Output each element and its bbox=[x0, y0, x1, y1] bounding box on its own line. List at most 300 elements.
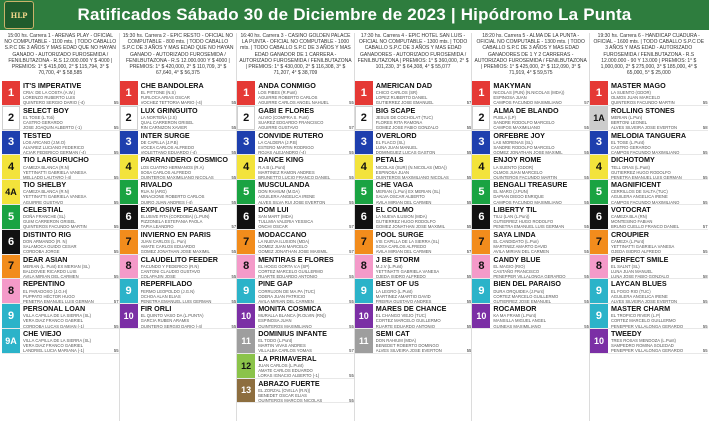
jockey-line bbox=[23, 224, 119, 228]
saddle-number: 11 bbox=[355, 329, 373, 353]
entry-details bbox=[255, 379, 354, 403]
breeder-line: LA SUENTO (GDOR) bbox=[493, 164, 534, 170]
jockey-name: LUNA JOSE FABIO GONZALO bbox=[610, 273, 670, 279]
entry-details bbox=[373, 255, 472, 279]
breeder-line: TILU (LAN (L.Pun)) bbox=[493, 214, 530, 220]
entry-row bbox=[472, 155, 589, 180]
weight-kg: 55 bbox=[113, 100, 119, 105]
jockey-line bbox=[23, 348, 119, 352]
jockey-name: PENETRA EMANUEL LUIS GERMAN bbox=[493, 224, 565, 229]
jockey-name: ACIAR FEDERICO GERMAN (-4) bbox=[23, 149, 86, 155]
saddle-number: 5 bbox=[237, 180, 255, 204]
jockey-name: JOSE JOAQUIN ALBERTO (-1) bbox=[23, 125, 82, 130]
trainer-line: LORENZO RUBERTO LUIS bbox=[23, 95, 76, 101]
trainer-line: BERTONI LEONEL bbox=[610, 120, 648, 126]
breeder-line: TRES ROSAS MENDOZA (L.Punt) bbox=[610, 338, 676, 344]
jockey-line bbox=[611, 150, 708, 154]
jockey-name: GOMEZ JOSE FABIO GONZALO bbox=[375, 125, 439, 130]
saddle-number: 6 bbox=[120, 205, 138, 229]
saddle-number: 3 bbox=[2, 131, 20, 155]
entry-details bbox=[490, 230, 589, 254]
breeder-line: CRIA: DE LA COSTA (A.W.) bbox=[23, 90, 76, 96]
trainer-line: YETTINATTI GABRIELA VANESA bbox=[610, 244, 675, 250]
breeder-line: DON RAHIUM (MDA) bbox=[375, 338, 417, 344]
race-info: 19:30 hs. Carrera 6 - HANDICAP CUADURA - OFICIAL - 1600 mts. | TODO CABALLO S.P.C DE 3 AÑOS Y MAS EDAD - AUTORIZADO FUROSEMIDA / FENILBUTAZONA - R.S 12.000.000 - 90 Y 13.000 | PREMIOS: 1° $ 1,000,000, 2° $ 275,000, 3° $ 185,000, 4° $ 65,000, 5° $ 25,000 bbox=[593, 33, 705, 77]
jockey-name: ALVES SILVA RUI JOSE EVERTON bbox=[258, 199, 326, 204]
weight-kg: 55 bbox=[231, 199, 237, 204]
trainer-line: OLMOS JUAN MARCELO bbox=[610, 95, 661, 101]
weight-kg: 57 bbox=[231, 224, 237, 229]
horse-name: DICHOTOMY bbox=[610, 156, 655, 165]
saddle-number: 6 bbox=[472, 205, 490, 229]
jockey-line bbox=[258, 125, 354, 129]
breeder-line: SAN MART (MDA) bbox=[258, 214, 293, 220]
entry-row bbox=[2, 329, 119, 354]
entry-row bbox=[237, 81, 354, 106]
saddle-number: 1 bbox=[590, 81, 608, 105]
jockey-name: OJEDA ISIDRO ALFREDO bbox=[375, 273, 426, 279]
breeder-line: NICOLAS (SUR) (N.NICOLAS (MDA)) bbox=[375, 164, 447, 170]
entry-details bbox=[608, 230, 708, 254]
saddle-number: 8 bbox=[120, 255, 138, 279]
jockey-line bbox=[493, 274, 589, 278]
entry-details bbox=[490, 180, 589, 204]
jockey-name: GOMEZ JONATHAN JOSE MAXIMIL bbox=[258, 249, 328, 254]
jockey-name: QUINTEROS FACUNDO MARTIN bbox=[610, 100, 675, 105]
weight-kg: 55 bbox=[702, 149, 708, 155]
jockey-name: AVILA MIRIAN DEL CARMEN bbox=[23, 273, 79, 279]
entry-details bbox=[608, 279, 708, 303]
weight-kg: 55 bbox=[231, 273, 237, 279]
trainer-line: ALVAREZ LUCIANO FEDERICO bbox=[23, 144, 85, 150]
entry-details bbox=[255, 230, 354, 254]
horse-name: VOTOCRAT bbox=[610, 205, 651, 214]
jockey-line bbox=[611, 274, 708, 278]
weight-kg: 55 bbox=[466, 323, 472, 328]
breeder-line: MURALLA BLANCA (R.OLVIN (RN)) bbox=[258, 313, 326, 319]
jockey-line bbox=[493, 200, 589, 204]
trainer-line: MONTESINO FABIAN bbox=[610, 219, 653, 225]
saddle-number: 9 bbox=[237, 279, 255, 303]
horse-name: DOM LUI bbox=[258, 205, 289, 214]
breeder-line: EL SALNT (SL) bbox=[610, 263, 640, 269]
jockey-line bbox=[141, 175, 237, 179]
saddle-number: 7 bbox=[590, 230, 608, 254]
breeder-line: DON RAHIUM (M.DA) bbox=[258, 189, 300, 195]
trainer-line: VERA DIAZ FRANCO GABRIEL bbox=[23, 343, 84, 349]
saddle-number: 9 bbox=[355, 279, 373, 303]
breeder-line: LOS CUATRO HERMANOS (R.A) bbox=[140, 164, 204, 170]
entry-details bbox=[138, 230, 237, 254]
entry-details bbox=[20, 329, 119, 353]
race-column bbox=[472, 33, 590, 421]
entry-row bbox=[355, 131, 472, 156]
jockey-line bbox=[376, 348, 472, 352]
trainer-line: CORTEZ MARCELO GUILLERMO bbox=[610, 318, 676, 324]
trainer-line: AMATE CARLOS EDUARDO bbox=[140, 244, 196, 250]
jockey-line bbox=[258, 398, 354, 402]
entry-details bbox=[138, 131, 237, 155]
entry-details bbox=[490, 131, 589, 155]
saddle-number: 8 bbox=[2, 279, 20, 303]
saddle-number: 4 bbox=[120, 155, 138, 179]
weight-kg: 55 bbox=[231, 149, 237, 155]
entry-row bbox=[472, 230, 589, 255]
saddle-number: 3 bbox=[472, 131, 490, 155]
entry-row bbox=[120, 304, 237, 329]
trainer-line: BALDOVEE RICARDO LUIS bbox=[23, 268, 77, 274]
trainer-line: SOSA CARLOS ALFREDO bbox=[375, 244, 427, 250]
breeder-line: LA CALDERA (J.P.B) bbox=[258, 139, 298, 145]
horse-name: PERSONAL LOAN bbox=[23, 305, 86, 314]
jockey-name: QUINTEROS MARCOS NICOLAS bbox=[258, 397, 323, 403]
trainer-line: CORTEZ MARCELO GUILLERMO bbox=[375, 318, 441, 324]
trainer-line: MARTIN VIVAS ANDRES bbox=[258, 343, 306, 349]
entry-row bbox=[120, 155, 237, 180]
trainer-line: LUNA JUAN MANUEL bbox=[375, 144, 418, 150]
jockey-name: GOMEZ JONATHAN JOSE MAXIMIL bbox=[493, 149, 563, 155]
breeder-line: CAMEZA (L.Punt) bbox=[610, 238, 645, 244]
jockey-line bbox=[258, 224, 354, 228]
entry-row bbox=[355, 155, 472, 180]
entry-row bbox=[237, 354, 354, 379]
trainer-line: AGUILERA ANGELICA IRENE bbox=[610, 194, 668, 200]
horse-name: PARRANDERO COSMICO bbox=[140, 156, 228, 165]
weight-kg: 55 bbox=[702, 100, 708, 105]
weight-kg: 55 bbox=[702, 174, 708, 180]
entry-details bbox=[255, 106, 354, 130]
entry-details bbox=[490, 106, 589, 130]
saddle-number: 4 bbox=[355, 155, 373, 179]
jockey-name: VOCHEZ TETTORIA MARIO (-4) bbox=[140, 100, 203, 105]
horse-name: LUX GRINGUITO bbox=[140, 106, 198, 115]
jockey-name: RUARTE EDUARDO ANTONIO bbox=[258, 273, 318, 279]
weight-kg: 55 bbox=[349, 323, 354, 328]
entry-details bbox=[255, 329, 354, 353]
entry-row bbox=[237, 131, 354, 156]
jockey-name: QUINTEROS FACUNDO MARTIN bbox=[23, 224, 87, 229]
entry-details bbox=[20, 131, 119, 155]
saddle-number: 8 bbox=[355, 255, 373, 279]
weight-kg: 58 bbox=[702, 125, 708, 130]
jockey-name: TAPIA LEANDRO bbox=[140, 224, 174, 229]
entry-details bbox=[608, 255, 708, 279]
race-info: 15:30 hs. Carrera 2 - EPIC RESTO - OFICIAL NO COMPUTABLE - 800 mts. | TODO CABALLO S.P.C DE 3 AÑOS Y MAS EDAD QUE NO HAYAN GANADO - AUTORIZADO FUROSEMIDA / FENILBUTAZONA - R.S 12.000.000 Y $ 4000 | PREMIOS: 1° $ 420,000, 2° $ 110,709, 3° $ 67,640, 4° $ 56,375 bbox=[122, 33, 234, 77]
horse-name: OVERLORD bbox=[375, 131, 417, 140]
horse-name: ROLLING STONES bbox=[610, 106, 675, 115]
jockey-name: GUTIERREZ JOSE EMANUEL bbox=[375, 100, 434, 105]
jockey-name: AVILA MIRIAN DEL CARMEN bbox=[375, 249, 432, 254]
trainer-line: ESPINOSA JUAN bbox=[493, 95, 527, 101]
saddle-number: 12 bbox=[237, 354, 255, 378]
entry-row bbox=[2, 279, 119, 304]
weight-kg: 55 bbox=[349, 273, 354, 279]
entry-row bbox=[2, 81, 119, 106]
jockey-name: AGUIRRE GUSTAVO bbox=[23, 199, 64, 204]
entry-row bbox=[590, 279, 708, 304]
entry-row bbox=[590, 304, 708, 329]
jockey-line bbox=[611, 348, 708, 352]
trainer-line: GUIM CARRERON GRISEL bbox=[23, 219, 76, 225]
header-bar bbox=[0, 0, 709, 30]
weight-kg: 55 bbox=[584, 273, 589, 279]
entry-row bbox=[2, 205, 119, 230]
entry-row bbox=[237, 255, 354, 280]
jockey-line bbox=[23, 100, 119, 104]
entry-row bbox=[120, 81, 237, 106]
hipodromo-logo bbox=[4, 1, 34, 29]
entry-details bbox=[138, 81, 237, 105]
weight-kg: 55 bbox=[113, 174, 119, 180]
weight-kg: 55 bbox=[349, 149, 354, 155]
horse-name: GABI E FLORES bbox=[258, 106, 315, 115]
weight-kg: 55 bbox=[113, 149, 119, 155]
jockey-name: PENEPPER VILLALONGA GERARDO bbox=[610, 323, 684, 328]
breeder-line: LA NUEVA ILUSION (MDA) bbox=[258, 238, 310, 244]
weight-kg: 57 bbox=[349, 249, 354, 254]
entry-details bbox=[373, 205, 472, 229]
weight-kg: 57 bbox=[466, 249, 472, 254]
horse-name: CHE BANDOLERA bbox=[140, 82, 204, 90]
trainer-line: YETTINATTI GABRIELA VANESA bbox=[23, 169, 87, 175]
entry-details bbox=[20, 230, 119, 254]
entry-details bbox=[138, 304, 237, 328]
breeder-line: LAS MORENAS (SL) bbox=[493, 139, 533, 145]
weight-kg: 55 bbox=[584, 249, 589, 254]
horse-name: TIO SHELBY bbox=[23, 181, 67, 190]
trainer-line: OCHOA ALAN ELIAS bbox=[140, 293, 181, 299]
trainer-line: SALAMOCA GUIDO CESAR bbox=[23, 244, 77, 250]
saddle-number: 10 bbox=[120, 304, 138, 328]
jockey-name: AVILA MIRIAN DEL CARMEN bbox=[258, 298, 314, 304]
weight-kg: 55 bbox=[113, 125, 119, 130]
race-info: 15:00 hs. Carrera 1 - ARENAS PLAY - OFICIAL NO COMPUTABLE - 1100 mts. | TODO CABALLO S.P.C DE 3 AÑOS Y MAS EDAD QUE NO HAYAN GANADO - AUTORIZADO FUROSEMIDA / FENILBUTAZONA - R.S 12.000.000 Y $ 4000 | PREMIOS: 1° $ 415,000, 2° $ 115,794, 3° $ 70,700, 4° $ 58,585 bbox=[4, 33, 117, 77]
entry-row bbox=[120, 255, 237, 280]
jockey-name: AVILA MIRIAN DEL CARMEN bbox=[375, 199, 432, 204]
breeder-line: DURA ORQUIDEA (J.Punt) bbox=[493, 288, 545, 294]
breeder-line: LA NUEVA ILUSION (MDA) bbox=[375, 214, 427, 220]
entry-details bbox=[373, 180, 472, 204]
jockey-name: ONCHI OSCAR bbox=[258, 224, 288, 229]
horse-name: MODACCANO bbox=[258, 230, 307, 239]
entry-row bbox=[355, 230, 472, 255]
jockey-name: RIN CARNIZON XAVIER bbox=[140, 125, 188, 130]
jockey-line bbox=[493, 175, 589, 179]
saddle-number: 5 bbox=[120, 180, 138, 204]
jockey-line bbox=[258, 175, 354, 179]
jockey-name: BRUNO CUELLO FRANCO DANIEL bbox=[610, 224, 680, 229]
jockey-name: CAMPOS MAXIMILIANO bbox=[493, 125, 541, 130]
jockey-line bbox=[258, 299, 354, 303]
entry-details bbox=[255, 81, 354, 105]
jockey-name: MELLADO LAUTARO (-4) bbox=[23, 174, 72, 180]
trainer-line: MINACIONE ROBERTO CARLOS bbox=[140, 194, 205, 200]
horse-name: DEAR ASIAN bbox=[23, 255, 68, 264]
horse-name: REPERFILADO bbox=[140, 280, 193, 289]
saddle-number: 10 bbox=[355, 304, 373, 328]
entry-row bbox=[120, 106, 237, 131]
saddle-number: 8 bbox=[590, 255, 608, 279]
breeder-line: EL TODO (L.Punt) bbox=[258, 338, 293, 344]
jockey-name: QUINTEROS MAXIMILIANO bbox=[258, 323, 312, 328]
trainer-line: AGUILERA ANGELICA IRENE bbox=[610, 293, 668, 299]
saddle-number: 2 bbox=[2, 106, 20, 130]
weight-kg: 55 bbox=[702, 298, 708, 304]
jockey-line bbox=[376, 150, 472, 154]
saddle-number: 2 bbox=[237, 106, 255, 130]
horse-name: CONVIDE RUTERO bbox=[258, 131, 324, 140]
horse-name: BENGALI TREASURE bbox=[493, 181, 568, 190]
jockey-name: PENETRA EMANUEL LUIS GERMAN bbox=[140, 298, 212, 304]
jockey-line bbox=[611, 100, 708, 104]
race-info: 16:40 hs. Carrera 3 - CASINO GOLDEN PALACE LA PUNTA - OFICIAL NO COMPUTABLE - 1000 mts. | TODO CABALLO S.P.C DE 3 AÑOS Y MAS EDAD GANADOR DE 1 CARRERA - AUTORIZADO FUROSEMIDA / FENILBUTAZONA | PREMIOS: 1° $ 430,000, 2° $ 116,308, 3° $ 71,207, 4° $ 38,709 bbox=[239, 33, 352, 77]
breeder-line: EL TROPICO RIVER (L.P) bbox=[610, 313, 661, 319]
horse-name: BIG SCAPE bbox=[375, 106, 416, 115]
horse-name: FIR ORLI bbox=[140, 305, 172, 314]
breeder-line: CAMEZA BLA (RN) bbox=[610, 214, 648, 220]
jockey-name: ROJAS ALEJANDRO (-4) bbox=[258, 149, 306, 155]
jockey-line bbox=[376, 249, 472, 253]
weight-kg: 55 bbox=[231, 125, 237, 130]
horse-name: EL COLMO bbox=[375, 205, 414, 214]
weight-kg: 55 bbox=[231, 100, 237, 105]
jockey-line bbox=[141, 224, 237, 228]
jockey-name: PENEPPER VILLALONGA GERARDO bbox=[610, 348, 684, 353]
trainer-line: GOMEZ JUAN MARCELO bbox=[258, 244, 308, 250]
horse-name: MAKYMAN bbox=[493, 82, 531, 90]
jockey-line bbox=[493, 150, 589, 154]
horse-name: DANCE KING bbox=[258, 156, 304, 165]
jockey-line bbox=[258, 324, 354, 328]
breeder-line: JUAN CARLOS (L.Punt) bbox=[258, 362, 304, 368]
trainer-line: VERA DIAZ FRANCO GABRIEL bbox=[23, 318, 84, 324]
entry-row bbox=[472, 279, 589, 304]
entry-details bbox=[20, 279, 119, 303]
breeder-line: EL TOSE (L.Toti) bbox=[23, 115, 55, 120]
entry-details bbox=[255, 354, 354, 378]
jockey-name: BRUNETTO LUCIO FRANCO DANIEL bbox=[258, 174, 331, 180]
weight-kg: 55 bbox=[466, 125, 472, 130]
entry-details bbox=[255, 304, 354, 328]
breeder-line: CERRILLOS DE SALTA (TUC) bbox=[610, 189, 668, 195]
entry-row bbox=[590, 205, 708, 230]
horse-name: EXPLOSIVE PEASANT bbox=[140, 205, 218, 214]
trainer-line: AMATE CARLOS EDUARDO bbox=[258, 368, 313, 374]
jockey-line bbox=[376, 125, 472, 129]
entry-details bbox=[255, 155, 354, 179]
horse-name: CHE VAGA bbox=[375, 181, 414, 190]
trainer-line: CASTAÑO FRANCISCO bbox=[493, 268, 540, 274]
weight-kg: 55 bbox=[702, 249, 708, 254]
jockey-line bbox=[23, 324, 119, 328]
horse-name: MASTER CHARM bbox=[610, 305, 671, 314]
horse-name: ABRAZO FUERTE bbox=[258, 379, 320, 388]
horse-name: MARES DE CHANCE bbox=[375, 305, 447, 314]
weight-kg: 55 bbox=[231, 174, 237, 180]
weight-kg: 55 bbox=[584, 199, 589, 204]
jockey-line bbox=[376, 200, 472, 204]
horse-name: MAGNIFICENT bbox=[610, 181, 661, 190]
entry-details bbox=[373, 155, 472, 179]
breeder-line: CAMEZA BLANCA (R.N) bbox=[23, 189, 70, 195]
horse-name: CHE VIEJO bbox=[23, 329, 62, 338]
weight-kg: 55 bbox=[466, 199, 472, 204]
weight-kg: 57 bbox=[466, 100, 472, 105]
trainer-line: FURLOCA ARIAS OSCAR bbox=[140, 95, 190, 101]
jockey-line bbox=[493, 100, 589, 104]
jockey-name: COLAPAJIN JOSE bbox=[140, 273, 176, 279]
breeder-line: EL FLACO (SL) bbox=[375, 139, 405, 145]
race-column bbox=[590, 33, 708, 421]
entry-row bbox=[590, 230, 708, 255]
jockey-line bbox=[611, 299, 708, 303]
saddle-number: 6 bbox=[590, 205, 608, 229]
horse-name: RIVALDO bbox=[140, 181, 173, 190]
jockey-line bbox=[493, 224, 589, 228]
horse-name: MONITA COSMICA bbox=[258, 305, 322, 314]
horse-name: PERFECT SMILE bbox=[610, 255, 669, 264]
entry-row bbox=[472, 106, 589, 131]
trainer-line: GUTIERREZ HUGO RODOLFO bbox=[375, 219, 436, 225]
entry-details bbox=[373, 230, 472, 254]
trainer-line: PIZZONELA ESTEFANIA PAOLA bbox=[140, 219, 203, 225]
horse-name: CELESTIAL bbox=[23, 205, 63, 214]
breeder-line: PUBLA (LP) bbox=[493, 115, 516, 120]
trainer-line: SANDRE RODOLFO MARCELO bbox=[493, 144, 555, 150]
jockey-name: VIOLETTANO EDUARDO (-4) bbox=[140, 149, 197, 155]
entry-details bbox=[20, 180, 119, 204]
jockey-name: LORAS IGNACIO ALBERTO (-1) bbox=[258, 373, 320, 378]
horse-name: LIBERTY TIL bbox=[493, 205, 537, 214]
races-grid bbox=[2, 33, 708, 421]
trainer-line: SOSA CARLOS ALFREDO bbox=[140, 169, 192, 175]
race-column bbox=[355, 33, 473, 421]
saddle-number: 11 bbox=[237, 329, 255, 353]
entry-details bbox=[373, 304, 472, 328]
weight-kg: 55 bbox=[349, 298, 354, 304]
horse-name: LA PRIMAVERAL bbox=[258, 354, 317, 363]
entry-row bbox=[237, 379, 354, 404]
horse-name: TESTED bbox=[23, 131, 52, 140]
jockey-name: GOMEZ JONATHAN JOSE MAXIMIL bbox=[140, 249, 210, 254]
entry-row bbox=[472, 81, 589, 106]
jockey-line bbox=[141, 200, 237, 204]
entry-row bbox=[2, 155, 119, 180]
weight-kg: 57 bbox=[113, 298, 119, 304]
weight-kg: 55 bbox=[584, 125, 589, 130]
jockey-name: LANDRIEL LUCIA MARIANA (-1) bbox=[23, 348, 85, 353]
entry-row bbox=[355, 255, 472, 280]
trainer-line: LUNA JUAN MANUEL bbox=[610, 268, 653, 274]
breeder-line: EL PITTONE (N.S) bbox=[140, 90, 176, 96]
trainer-line: GUTIERREZ HUGO RODOLFO bbox=[610, 169, 671, 175]
jockey-name: AGUIRRE CARLOS ANGEL NAHUEL bbox=[258, 100, 329, 105]
trainer-line: QUAL CARRERON GRISEL bbox=[140, 120, 194, 126]
saddle-number: 5 bbox=[2, 205, 20, 229]
breeder-line: VIS CAPILLA DE LA SIERRA (SL) bbox=[375, 238, 440, 244]
saddle-number: 4 bbox=[237, 155, 255, 179]
horse-name: LAYCAN BLUES bbox=[610, 280, 667, 289]
entry-details bbox=[490, 205, 589, 229]
race-column bbox=[237, 33, 355, 421]
jockey-name: ALVES SILVEIRA JOSE EVERTON bbox=[375, 348, 442, 353]
entry-row bbox=[472, 205, 589, 230]
breeder-line: RUA.N (ARG) bbox=[140, 189, 167, 195]
saddle-number: 2 bbox=[120, 106, 138, 130]
saddle-number: 10 bbox=[472, 304, 490, 328]
horse-name: PINE GAP bbox=[258, 280, 293, 289]
entry-details bbox=[608, 304, 708, 328]
